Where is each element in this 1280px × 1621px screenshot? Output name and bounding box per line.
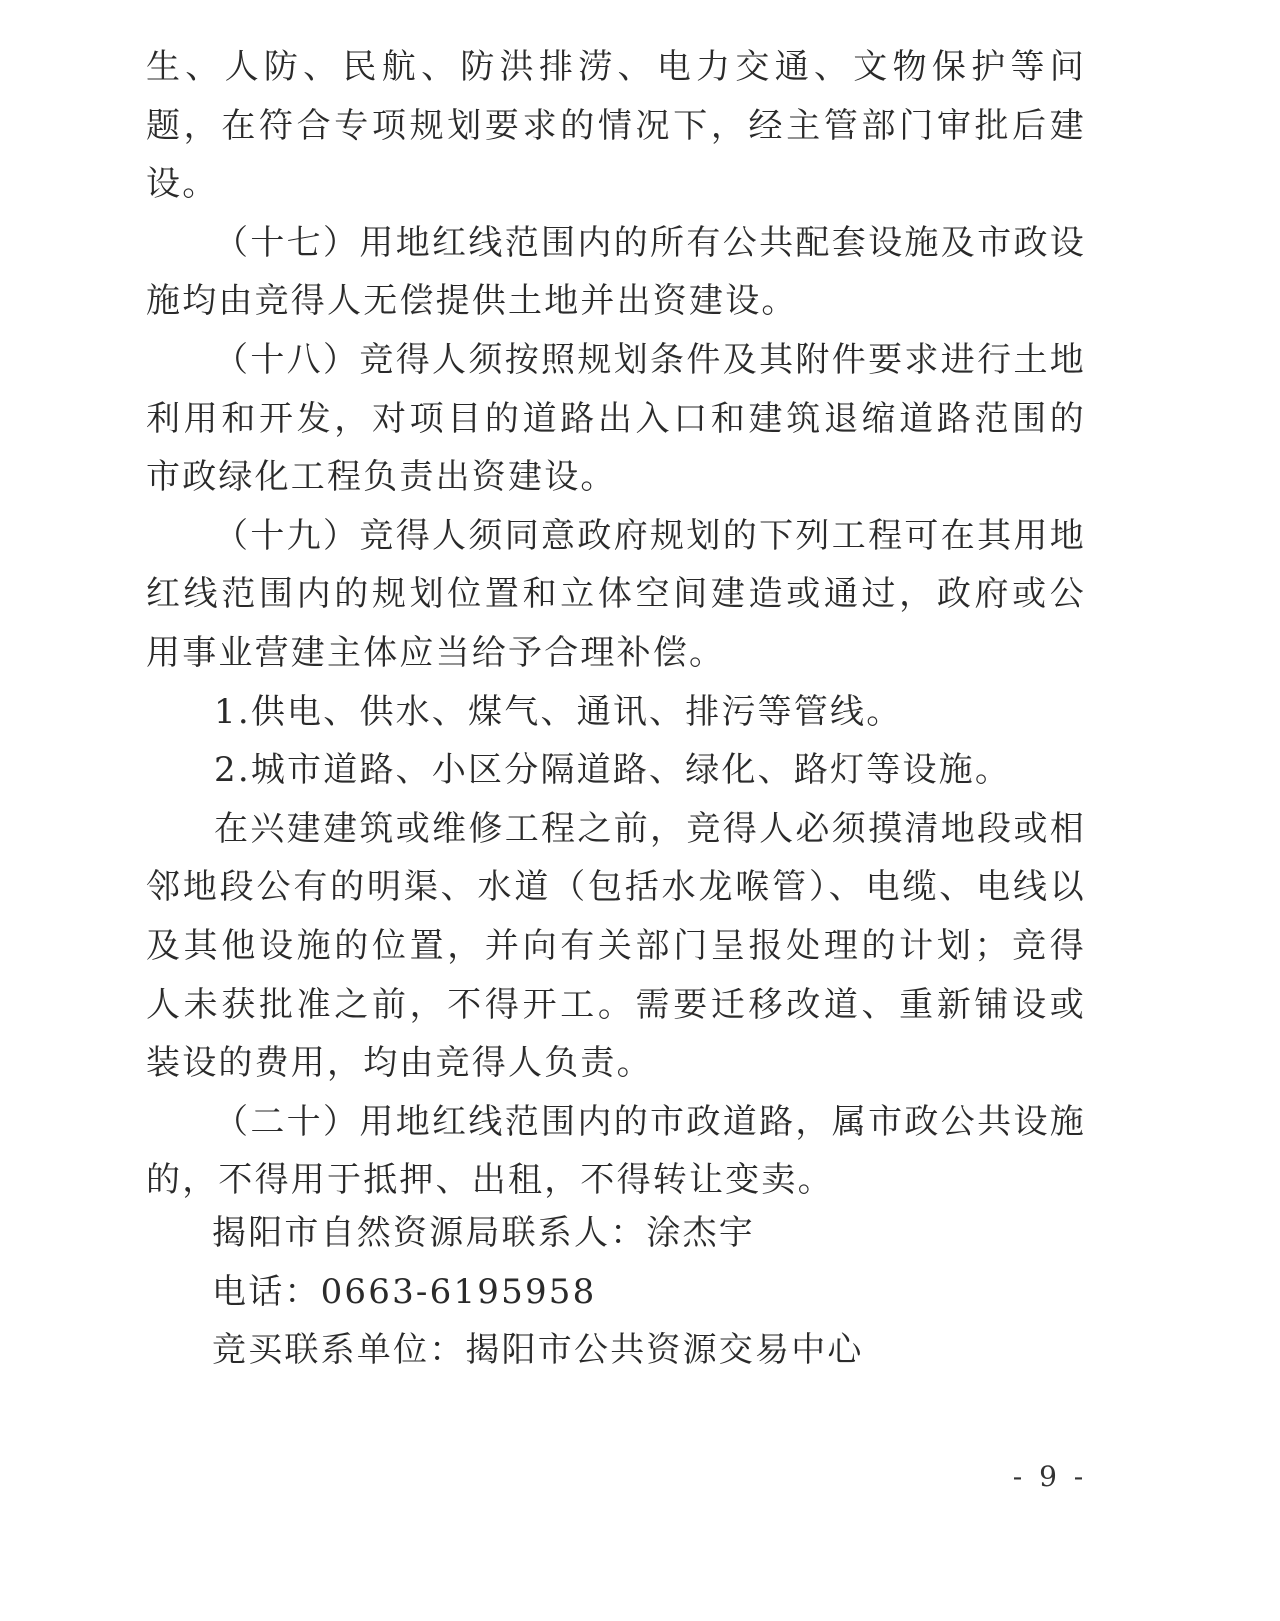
paragraph-item-17: （十七）用地红线范围内的所有公共配套设施及市政设施均由竞得人无偿提供土地并出资建设。 bbox=[146, 222, 1086, 322]
paragraph-item-19: （十九）竞得人须同意政府规划的下列工程可在其用地红线范围内的规划位置和立体空间建造或通过，政府或公用事业营建主体应当给予合理补偿。 bbox=[146, 515, 1086, 673]
paragraph-item-18: （十八）竞得人须按照规划条件及其附件要求进行土地利用和开发，对项目的道路出入口和建筑退缩道路范围的市政绿化工程负责出资建设。 bbox=[146, 339, 1086, 498]
paragraph-item-19-sub-2: 2.城市道路、小区分隔道路、绿化、路灯等设施。 bbox=[214, 750, 1012, 791]
contact-phone: 电话：0663-6195958 bbox=[212, 1271, 597, 1312]
paragraph-item-20: （二十）用地红线范围内的市政道路，属市政公共设施的，不得用于抵押、出租，不得转让变卖。 bbox=[146, 1101, 1086, 1201]
contact-block bbox=[212, 1204, 1072, 1380]
paragraph-item-19-note: 在兴建建筑或维修工程之前，竞得人必须摸清地段或相邻地段公有的明渠、水道（包括水龙喉管）、电缆、电线以及其他设施的位置，并向有关部门呈报处理的计划；竞得人未获批准之前，不得开工。需要迁移改道、重新铺设或装设的费用，均由竞得人负责。 bbox=[146, 808, 1086, 1084]
paragraph-continuation: 生、人防、民航、防洪排涝、电力交通、文物保护等问题，在符合专项规划要求的情况下，经主管部门审批后建设。 bbox=[146, 47, 1086, 205]
contact-unit: 竞买联系单位：揭阳市公共资源交易中心 bbox=[212, 1330, 864, 1371]
document-body bbox=[146, 38, 1086, 1210]
paragraph-item-19-sub-1: 1.供电、供水、煤气、通讯、排污等管线。 bbox=[214, 691, 903, 732]
page-number: - 9 - bbox=[1012, 1460, 1088, 1493]
contact-person: 揭阳市自然资源局联系人：涂杰宇 bbox=[212, 1213, 755, 1253]
